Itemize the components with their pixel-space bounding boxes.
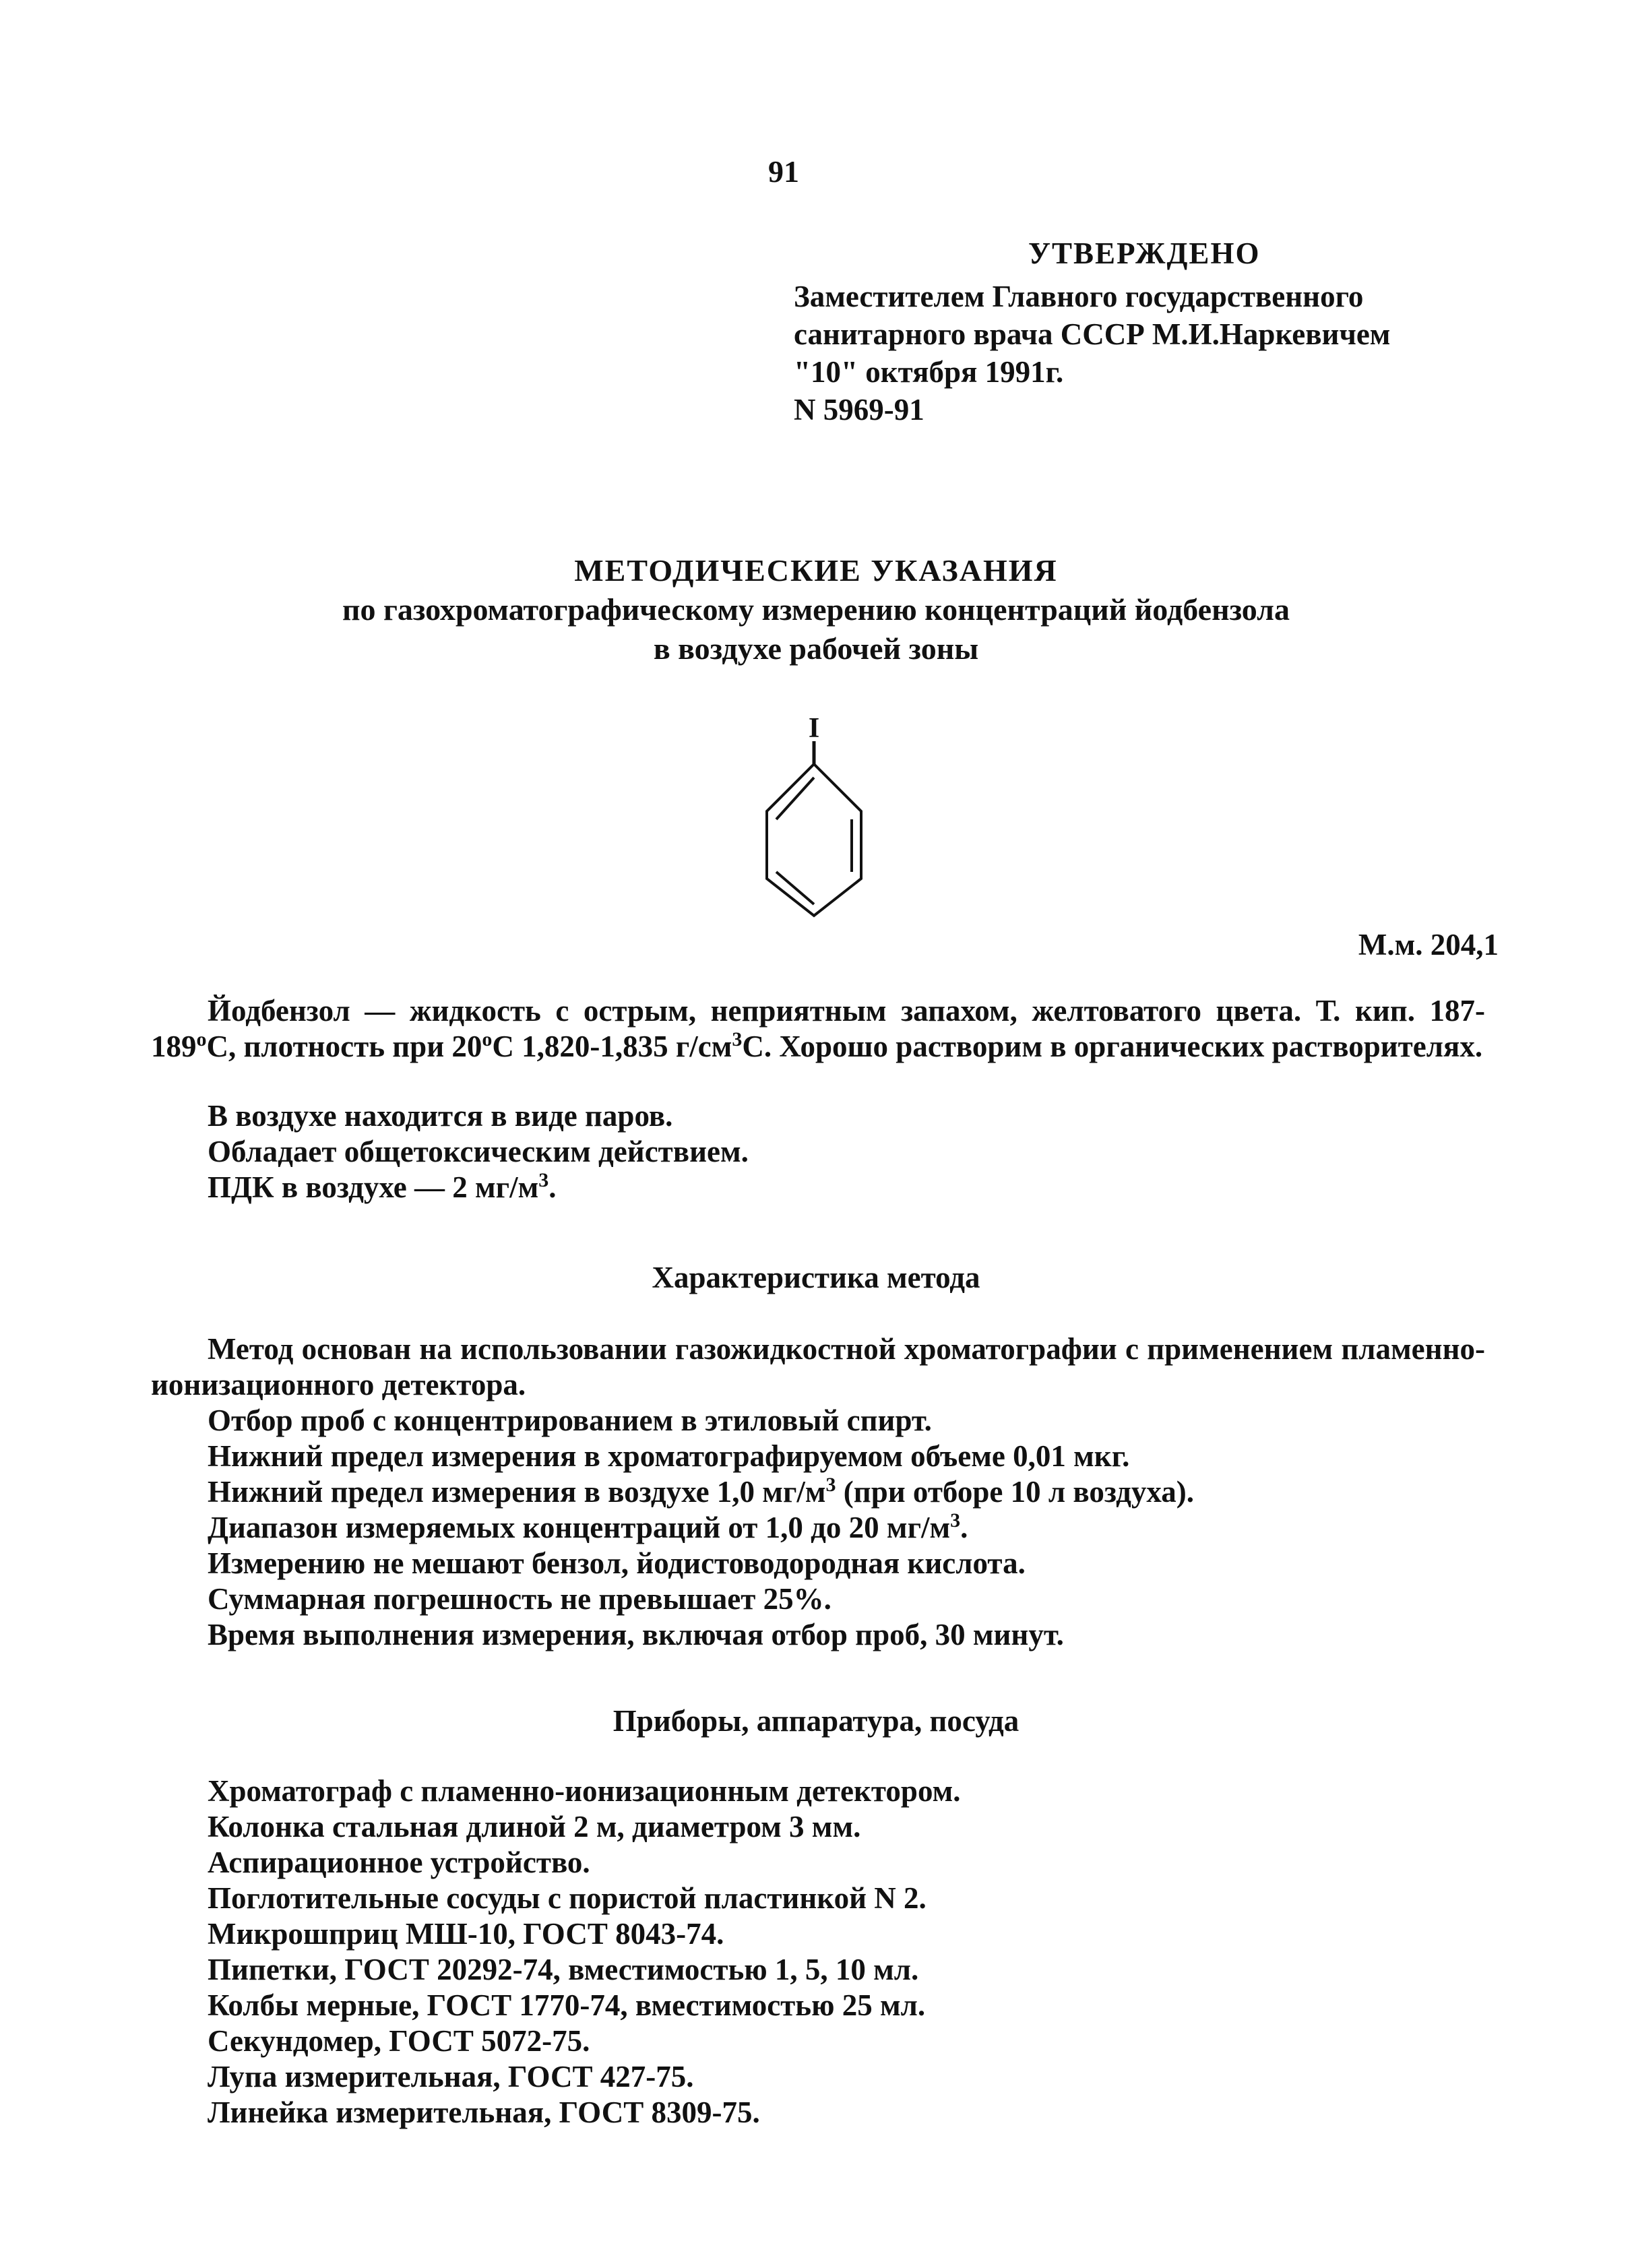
lower-limit-air-superscript: 3 [825,1474,836,1496]
document-title [135,551,1497,668]
equipment-item: Колбы мерные, ГОСТ 1770-74, вместимостью 25 мл. [208,1988,926,2022]
description-text-c: С 1,820-1,835 г/см [492,1030,732,1063]
method-paragraph [151,1331,1485,1403]
degree-mark-1: о [196,1028,207,1050]
page-number: 91 [768,154,799,189]
benzene-ring [767,764,861,916]
vapor-line: В воздухе находится в виде паров. [208,1099,673,1133]
title-subtitle-1: по газохроматографическому измерению концентраций йодбензола [342,592,1290,627]
description-text-a: Йодбензол — жидкость с острым, неприятным запахом, желтоватого цвета. Т. кип. 187-189 [151,994,1485,1063]
description-text-d: С. Хорошо растворим в органических растворителях. [742,1030,1483,1063]
equipment-item: Аспирационное устройство. [208,1846,590,1879]
pdk-end: . [548,1170,557,1204]
lower-limit-air-text-end: (при отборе 10 л воздуха). [836,1475,1194,1509]
molar-mass: М.м. 204,1 [1358,928,1499,962]
description-paragraph [151,993,1485,1065]
approval-heading: УТВЕРЖДЕНО [1028,237,1261,270]
equipment-item: Секундомер, ГОСТ 5072-75. [208,2024,590,2058]
approval-line-4: N 5969-91 [794,393,924,427]
range-text-end: . [960,1511,968,1544]
equipment-item: Колонка стальная длиной 2 м, диаметром 3 мм. [208,1810,861,1844]
title-subtitle-2: в воздухе рабочей зоны [653,631,979,666]
cubic-superscript: 3 [732,1028,743,1050]
method-line-range [208,1510,968,1545]
description-text-b: С, плотность при 20 [206,1030,482,1063]
equipment-item: Линейка измерительная, ГОСТ 8309-75. [208,2096,760,2129]
section-heading-equipment: Приборы, аппаратура, посуда [613,1704,1019,1738]
equipment-item: Поглотительные сосуды с пористой пластинкой N 2. [208,1881,927,1915]
range-text: Диапазон измеряемых концентраций от 1,0 до 20 мг/м [208,1511,951,1544]
method-line-sampling: Отбор проб с концентрированием в этиловый спирт. [208,1404,932,1437]
method-text: Метод основан на использовании газожидкостной хроматографии с применением пламенно-ионизационного детектора. [151,1332,1485,1401]
pdk-text: ПДК в воздухе — 2 мг/м [208,1170,539,1204]
equipment-item: Хроматограф с пламенно-ионизационным детектором. [208,1774,961,1808]
approval-line-1: Заместителем Главного государственного [794,280,1364,313]
equipment-item: Лупа измерительная, ГОСТ 427-75. [208,2060,694,2093]
approval-block [794,234,1569,429]
method-line-duration: Время выполнения измерения, включая отбор проб, 30 минут. [208,1618,1064,1651]
method-line-error: Суммарная погрешность не превышает 25%. [208,1582,831,1616]
toxicity-line: Обладает общетоксическим действием. [208,1135,749,1168]
degree-mark-2: о [482,1028,493,1050]
iodobenzene-structure [747,710,881,926]
equipment-item: Микрошприц МШ-10, ГОСТ 8043-74. [208,1917,724,1951]
pdk-line [208,1170,557,1205]
approval-line-2: санитарного врача СССР М.И.Наркевичем [794,317,1391,351]
equipment-item: Пипетки, ГОСТ 20292-74, вместимостью 1, 5, 10 мл. [208,1953,919,1986]
section-heading-method: Характеристика метода [652,1261,980,1294]
title-main: МЕТОДИЧЕСКИЕ УКАЗАНИЯ [574,553,1058,588]
range-superscript: 3 [950,1509,961,1532]
lower-limit-air-text: Нижний предел измерения в воздухе 1,0 мг/м [208,1475,826,1509]
pdk-superscript: 3 [538,1169,549,1191]
method-line-lower-limit-air [208,1474,1194,1509]
method-line-lower-limit-chrom: Нижний предел измерения в хроматографируемом объеме 0,01 мкг. [208,1439,1130,1473]
approval-line-3: "10" октября 1991г. [794,355,1064,389]
method-line-interference: Измерению не мешают бензол, йодистоводородная кислота. [208,1546,1026,1580]
iodine-atom-label: I [808,713,820,744]
